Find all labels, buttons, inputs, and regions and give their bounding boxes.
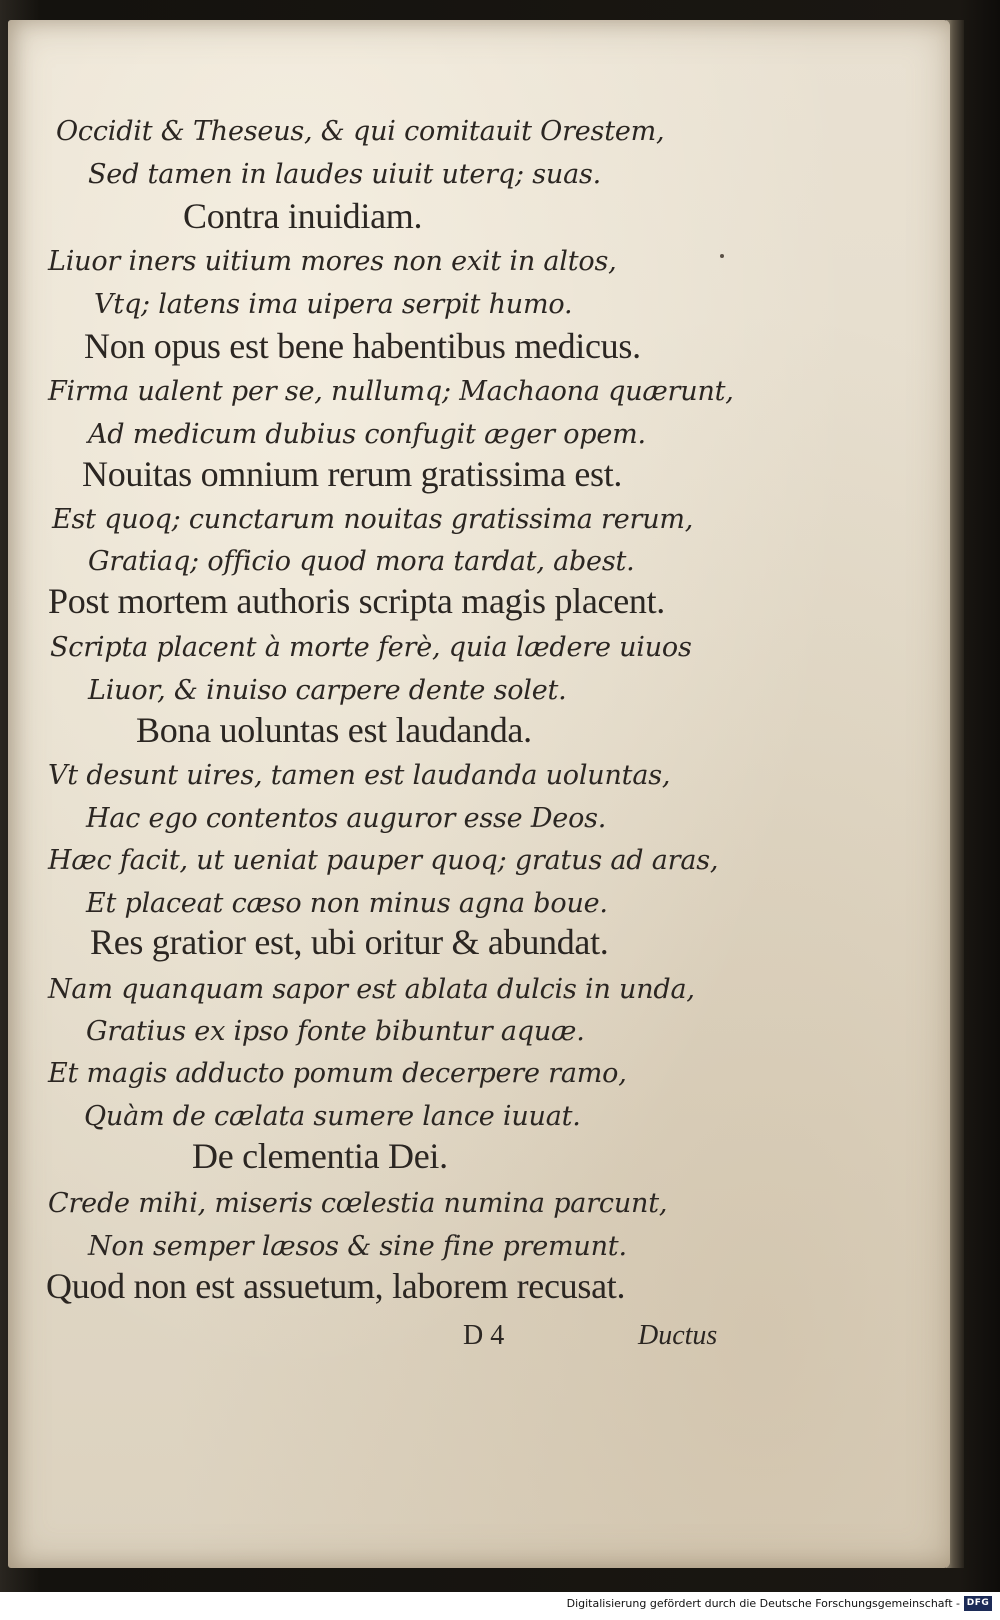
book-page: [8, 20, 950, 1568]
section-heading: Contra inuidiam.: [183, 196, 423, 236]
section-heading: Post mortem authoris scripta magis placent.: [48, 581, 665, 621]
verse-line: Non semper læsos & sine fine premunt.: [88, 1231, 627, 1262]
verse-line: Gratiaq; officio quod mora tardat, abest.: [88, 546, 635, 577]
verse-line: Firma ualent per se, nullumq; Machaona quærunt,: [48, 376, 734, 407]
verse-line: Nam quanquam sapor est ablata dulcis in unda,: [48, 974, 695, 1005]
section-heading: Nouitas omnium rerum gratissima est.: [82, 454, 623, 494]
page-text: [8, 20, 950, 1568]
signature-mark: D 4: [463, 1320, 505, 1351]
catchword: Ductus: [638, 1320, 718, 1351]
verse-line: Sed tamen in laudes uiuit uterq; suas.: [88, 159, 602, 190]
verse-line: Et magis adducto pomum decerpere ramo,: [48, 1058, 627, 1089]
section-heading: Res gratior est, ubi oritur & abundat.: [90, 922, 609, 962]
verse-line: Et placeat cæso non minus agna boue.: [86, 888, 608, 919]
verse-line: Scripta placent à morte ferè, quia lædere uiuos: [50, 632, 692, 663]
section-heading: Bona uoluntas est laudanda.: [136, 710, 532, 750]
verse-line: Vt desunt uires, tamen est laudanda uoluntas,: [48, 760, 671, 791]
verse-line: Hac ego contentos auguror esse Deos.: [86, 803, 607, 834]
verse-line: Occidit & Theseus, & qui comitauit Orestem,: [56, 116, 665, 147]
verse-line: Quàm de cælata sumere lance iuuat.: [84, 1101, 581, 1132]
verse-line: Liuor iners uitium mores non exit in altos,: [48, 246, 617, 277]
section-heading: Non opus est bene habentibus medicus.: [84, 326, 641, 366]
ink-speck: [720, 254, 724, 258]
section-heading: De clementia Dei.: [192, 1136, 448, 1176]
dfg-logo-icon: DFG: [964, 1596, 992, 1611]
section-heading: Quod non est assuetum, laborem recusat.: [46, 1266, 626, 1306]
verse-line: Ad medicum dubius confugit æger opem.: [88, 419, 646, 450]
verse-line: Crede mihi, miseris cœlestia numina parcunt,: [48, 1188, 668, 1219]
verse-line: Gratius ex ipso fonte bibuntur aquæ.: [86, 1016, 585, 1047]
verse-line: Hæc facit, ut ueniat pauper quoq; gratus ad aras,: [48, 845, 719, 876]
digitization-credit: Digitalisierung gefördert durch die Deutsche Forschungsgemeinschaft -: [566, 1597, 960, 1610]
verse-line: Liuor, & inuiso carpere dente solet.: [88, 675, 567, 706]
verse-line: Est quoq; cunctarum nouitas gratissima rerum,: [52, 504, 694, 535]
verse-line: Vtq; latens ima uipera serpit humo.: [94, 289, 573, 320]
